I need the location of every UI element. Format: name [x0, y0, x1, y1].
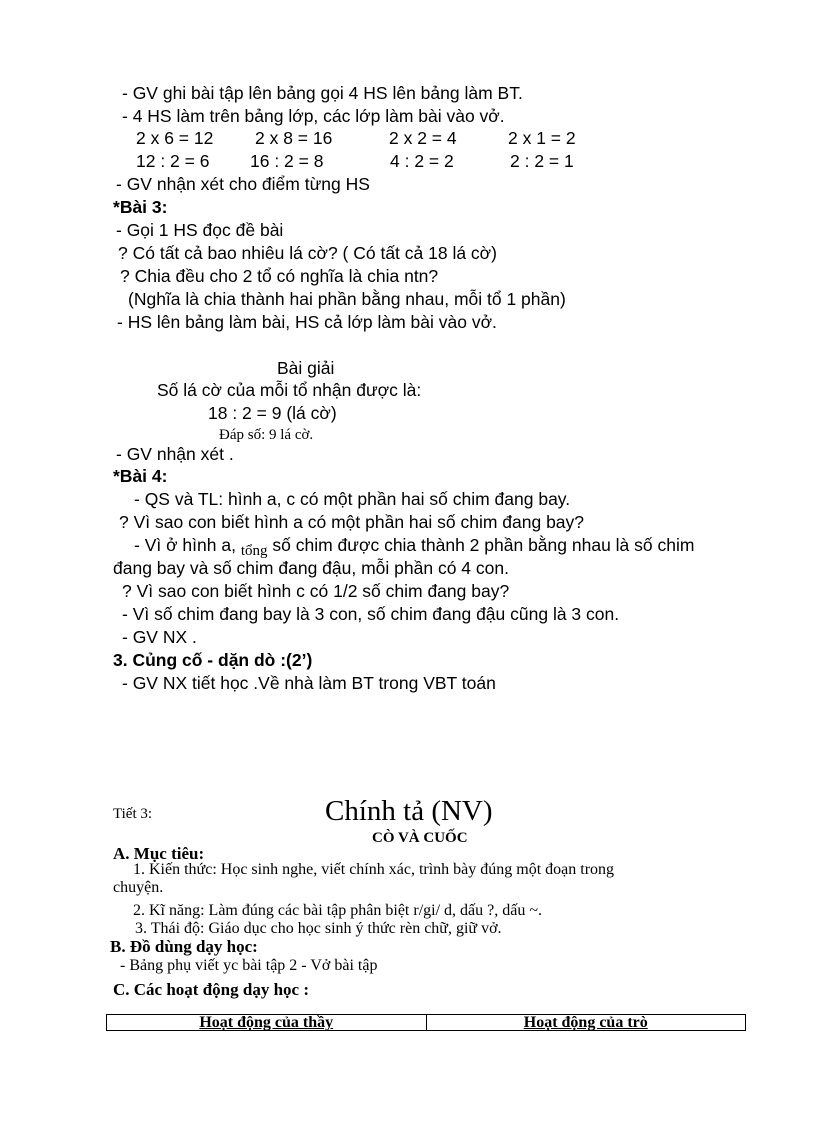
student-activity-header: Hoạt động của trò: [426, 1015, 746, 1030]
bai4-line-6: - GV NX .: [122, 627, 197, 647]
bai3-star: *: [113, 197, 120, 217]
bai2-line-1: - GV ghi bài tập lên bảng gọi 4 HS lên bảng làm BT.: [122, 83, 523, 103]
bai3-title: Bài 3:: [119, 197, 168, 217]
objective-1-cont: chuyện.: [113, 879, 164, 896]
objective-3: 3. Thái độ: Giáo dục cho học sinh ý thức rèn chữ, giữ vở.: [135, 920, 502, 937]
calc-2x2: 2 x 2 = 4: [389, 128, 457, 148]
section-b-title: B. Đồ dùng dạy học:: [110, 937, 258, 956]
bai2-line-2: - 4 HS làm trên bảng lớp, các lớp làm bài vào vở.: [122, 106, 505, 126]
bai4-line-2: ? Vì sao con biết hình a có một phần hai số chim đang bay?: [119, 512, 585, 532]
calc-2div2: 2 : 2 = 1: [510, 151, 574, 171]
bai2-line-3: - GV nhận xét cho điểm từng HS: [116, 174, 370, 194]
calc-12div2: 12 : 2 = 6: [136, 151, 210, 171]
calc-2x1: 2 x 1 = 2: [508, 128, 576, 148]
bai3-line-5: - HS lên bảng làm bài, HS cả lớp làm bài vào vở.: [117, 312, 497, 332]
bai3-line-2: ? Có tất cả bao nhiêu lá cờ? ( Có tất cả 18 lá cờ): [118, 243, 497, 263]
lesson-label: Tiết 3:: [113, 806, 153, 822]
bai4-line-5: - Vì số chim đang bay là 3 con, số chim đang đậu cũng là 3 con.: [122, 604, 620, 624]
bai4-split-small: tổng: [240, 543, 268, 559]
solution-answer: Đáp số: 9 lá cờ.: [219, 427, 314, 443]
lesson-subtitle: CÒ VÀ CUỐC: [372, 830, 468, 846]
objective-1: 1. Kiến thức: Học sinh nghe, viết chính xác, trình bày đúng một đoạn trong: [133, 861, 615, 878]
bai4-split-line: [134, 535, 695, 559]
bai4-line-3: đang bay và số chim đang đậu, mỗi phần có 4 con.: [113, 558, 509, 578]
bai3-closing: - GV nhận xét .: [116, 444, 234, 464]
activities-table-header: [106, 1014, 746, 1031]
bai4-split-suffix: số chim được chia thành 2 phần bằng nhau là số chim: [272, 535, 695, 555]
section-a-title: A. Mục tiêu:: [113, 844, 205, 863]
bai3-line-3: ? Chia đều cho 2 tổ có nghĩa là chia ntn?: [120, 266, 439, 286]
calc-16div2: 16 : 2 = 8: [250, 151, 324, 171]
cungco-title: 3. Củng cố - dặn dò :(2’): [113, 650, 313, 670]
objective-2: 2. Kĩ năng: Làm đúng các bài tập phân biệt r/gi/ d, dấu ?, dấu ~.: [133, 902, 542, 919]
cungco-line: - GV NX tiết học .Về nhà làm BT trong VBT toán: [122, 673, 496, 693]
calc-4div2: 4 : 2 = 2: [390, 151, 454, 171]
calc-2x6: 2 x 6 = 12: [136, 128, 214, 148]
bai3-line-4: (Nghĩa là chia thành hai phần bằng nhau, mỗi tổ 1 phần): [128, 289, 566, 309]
calc-2x8: 2 x 8 = 16: [255, 128, 333, 148]
bai3-line-1: - Gọi 1 HS đọc đề bài: [116, 220, 284, 240]
bai4-split-prefix: - Vì ở hình a,: [134, 535, 236, 555]
lesson-title: Chính tả (NV): [325, 795, 493, 827]
bai4-line-1: - QS và TL: hình a, c có một phần hai số chim đang bay.: [134, 489, 571, 509]
bai4-title: *Bài 4:: [113, 466, 168, 486]
solution-statement: Số lá cờ của mỗi tổ nhận được là:: [157, 380, 422, 400]
bai4-line-4: ? Vì sao con biết hình c có 1/2 số chim đang bay?: [122, 581, 510, 601]
bai3-heading: [113, 199, 167, 217]
solution-calc: 18 : 2 = 9 (lá cờ): [208, 403, 337, 423]
materials-line: - Bảng phụ viết yc bài tập 2 - Vở bài tập: [120, 957, 378, 974]
solution-heading: Bài giải: [277, 358, 335, 378]
section-c-title: C. Các hoạt động dạy học :: [113, 980, 309, 999]
teacher-activity-header: Hoạt động của thầy: [199, 1015, 334, 1030]
